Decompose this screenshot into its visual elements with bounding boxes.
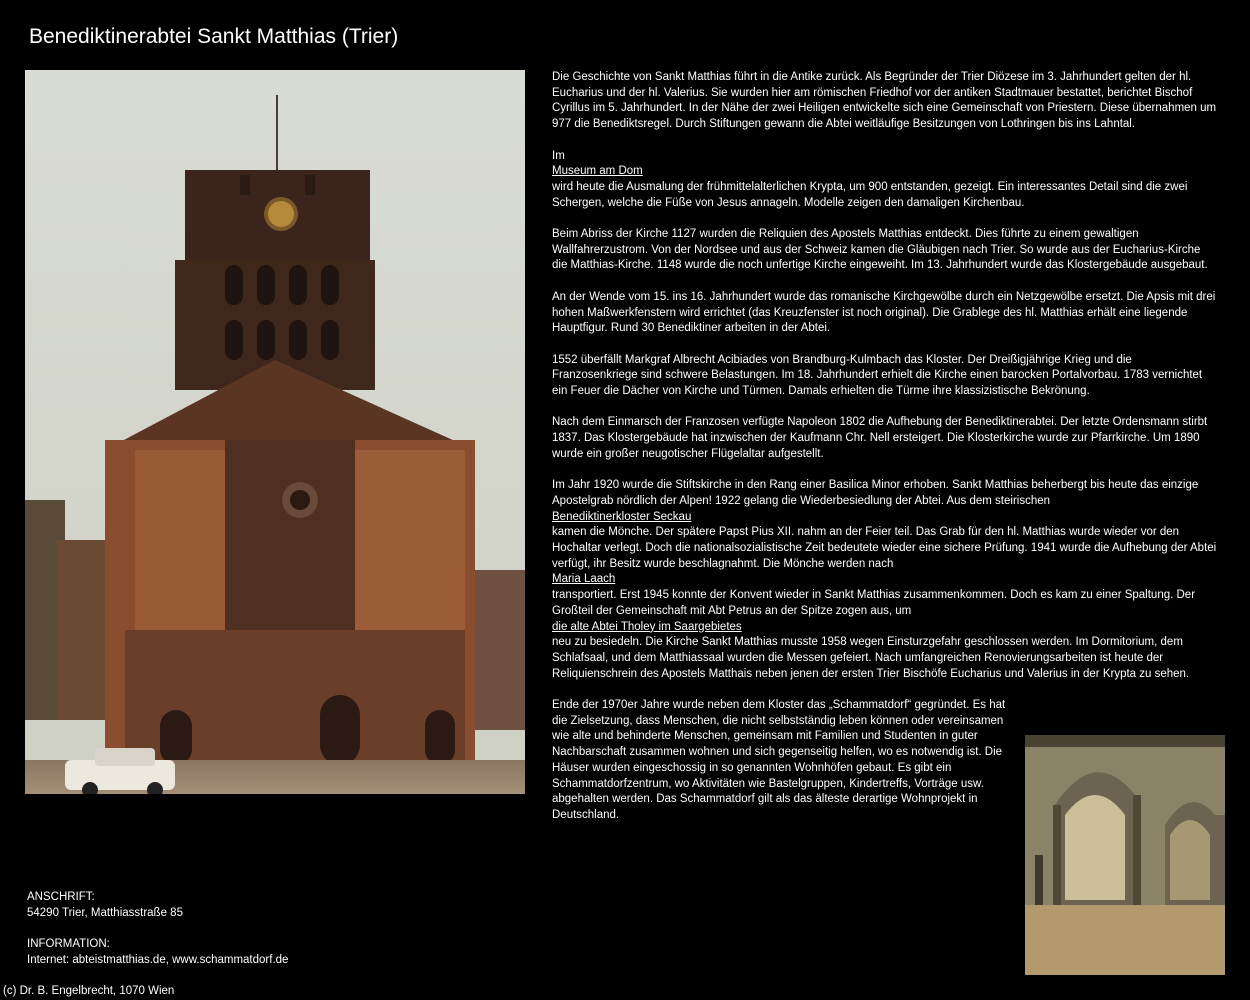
address-block [27,890,288,969]
paragraph: Nach dem Einmarsch der Franzosen verfügte Napoleon 1802 die Aufhebung der Benediktinerabtei. Der letzte Ordensmann stirbt 1837. Das Klostergebäude hat inzwischen der Kaufmann Chr. Nell ersteigert. Die Klosterkirche wurde zur Pfarrkirche. Um 1890 wurde ein großer neugotischer Flügelaltar aufgestellt. [552,416,1208,460]
museum-link[interactable]: Museum am Dom [552,165,643,178]
page-title: Benediktinerabtei Sankt Matthias (Trier) [29,25,399,48]
paragraph: Die Geschichte von Sankt Matthias führt in die Antike zurück. Als Begründer der Trier Diözese im 3. Jahrhundert gelten der hl. Eucharius und der hl. Valerius. Sie wurden hier am römischen Friedhof vor der antiken Stadtmauer bestattet, berichtet Bischof Cyrillus im 5. Jahrhundert. In der Nähe der zwei Heiligen entwickelte sich eine Gemeinschaft von Priestern. Diese übernahmen um 977 die Benediktsregel. Durch Stiftungen gewann die Abtei weitläufige Besitzungen von Lothringen bis ins Lahntal. [552,71,1217,131]
address-text: 54290 Trier, Matthiasstraße 85 [27,906,183,919]
cloister-photo [1025,735,1225,975]
paragraph-text: transportiert. Erst 1945 konnte der Konvent wieder in Sankt Matthias zusammenkommen. Doch es kam zu einer Spaltung. Der Großteil der Gemeinschaft mit Abt Petrus an der Spitze zogen aus, um [552,589,1196,617]
copyright: (c) Dr. B. Engelbrecht, 1070 Wien [3,985,175,997]
info-text: Internet: abteistmatthias.de, www.schammatdorf.de [27,953,289,966]
paragraph: Ende der 1970er Jahre wurde neben dem Kloster das „Schammatdorf“ gegründet. Es hat die Zielsetzung, dass Menschen, die nicht selbstständig leben können oder vereinsamen wie alte und behinderte Menschen, gemeinsam mit Familien und Studenten in guter Nachbarschaft zusammen wohnen und sich gegenseitig helfen, wo es notwendig ist. Die Häuser wurden eingeschossig in so genannten Wohnhöfen gebaut. Es gibt ein Schammatdorfzentrum, wo Aktivitäten wie Bastelgruppen, Kindertreffs, Vorträge usw. abgehalten werden. Das Schammatdorf gilt als das älteste derartige Wohnprojekt in Deutschland. [552,699,1006,821]
paragraph-text: kamen die Mönche. Der spätere Papst Pius XII. nahm an der Feier teil. Das Grab für den hl. Matthias wurde wieder vor den Hochaltar verlegt. Doch die nationalsozialistische Zeit bedeutete wieder eine sichere Prüfung. 1941 wurde die Aufhebung der Abtei verfügt, ihr Besitz wurde beschlagnahmt. Die Mönche werden nach [552,526,1217,570]
paragraph: Beim Abriss der Kirche 1127 wurden die Reliquien des Apostels Matthias entdeckt. Dies führte zu einem gewaltigen Wallfahrerzustrom. Von der Nordsee und aus der Schweiz kamen die Gläubigen nach Trier. So wurde aus der Eucharius-Kirche die Matthias-Kirche. 1148 wurde die noch unfertige Kirche eingeweiht. Im 13. Jahrhundert wurde das Klostergebäude ausgebaut. [552,228,1208,272]
address-label: ANSCHRIFT: [27,891,95,903]
info-label: INFORMATION: [27,938,110,951]
maria-laach-link[interactable]: Maria Laach [552,573,616,586]
paragraph-text: neu zu besiedeln. Die Kirche Sankt Matthias musste 1958 wegen Einsturzgefahr geschlossen werden. Im Dormitorium, dem Schlafsaal, und dem Matthiassaal wurden die Messen gefeiert. Nach umfangreichen Renovierungsarbeiten ist heute der Reliquienschrein des Apostels Matthais neben jenen der ersten Trier Bischöfe Eucharius und Valerius in der Krypta zu sehen. [552,636,1190,680]
paragraph: 1552 überfällt Markgraf Albrecht Acibiades von Brandburg-Kulmbach das Kloster. Der Dreißigjährige Krieg und die Franzosenkriege sind schwere Belastungen. Im 18. Jahrhundert erhielt die Kirche einen barocken Portalvorbau. 1783 vernichtet ein Feuer die Dächer von Kirche und Türmen. Damals erhielten die Türme ihre klassizistische Bekrönung. [552,353,1203,397]
church-photo [25,70,525,794]
paragraph: An der Wende vom 15. ins 16. Jahrhundert wurde das romanische Kirchgewölbe durch ein Netzgewölbe ersetzt. Die Apsis mit drei hohen Maßwerkfenstern wird errichtet (das Kreuzfenster ist noch original). Die Grablege des hl. Matthias erhält eine liegende Hauptfigur. Rund 30 Benediktiner arbeiten in der Abtei. [552,290,1216,335]
paragraph-text: wird heute die Ausmalung der frühmittelalterlichen Krypta, um 900 entstanden, gezeigt. Ein interessantes Detail sind die zwei Schergen, welche die Füße von Jesus annageln. Modelle zeigen den damaligen Kirchenbau. [552,180,1188,209]
seckau-link[interactable]: Benediktinerkloster Seckau [552,510,692,523]
article-text [552,70,1217,824]
paragraph [552,478,1217,682]
tholey-link[interactable]: die alte Abtei Tholey im Saargebietes [552,620,742,633]
paragraph-text: Im [552,149,565,162]
paragraph [552,149,1217,212]
paragraph-text: Im Jahr 1920 wurde die Stiftskirche in den Rang einer Basilica Minor erhoben. Sankt Matthias beherbergt bis heute das einzige Apostelgrab nördlich der Alpen! 1922 gelang die Wiederbesiedlung der Abtei. Aus dem steirischen [552,479,1199,507]
